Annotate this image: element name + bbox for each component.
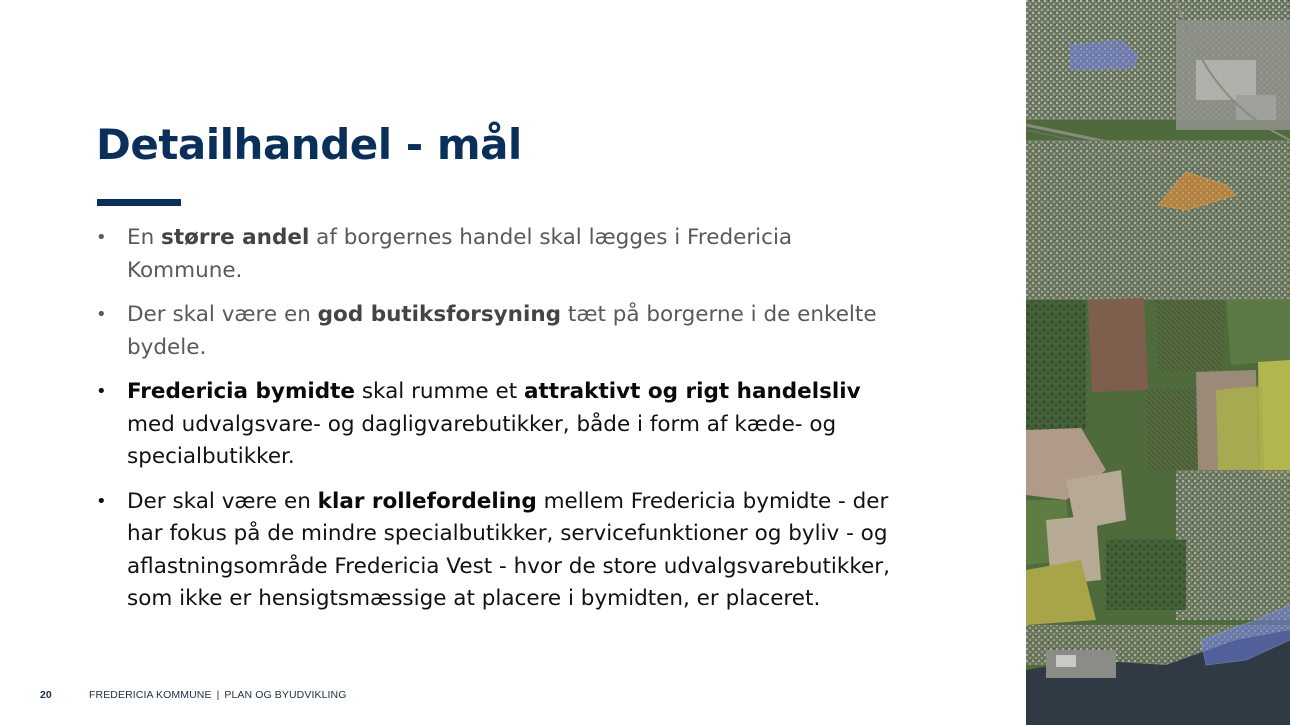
footer-org-name: FREDERICIA KOMMUNE <box>89 689 212 701</box>
bullet-text-part: skal rumme et <box>354 379 524 404</box>
bullet-text-part: tæt på borgerne i de enkelte bydele. <box>127 302 877 360</box>
slide-title: Detailhandel - mål <box>96 120 522 169</box>
footer-organization <box>89 689 347 701</box>
bullet-text <box>127 302 877 360</box>
bullet-item <box>96 222 896 287</box>
footer-separator: | <box>216 689 220 701</box>
footer-department: PLAN OG BYUDVIKLING <box>224 689 347 701</box>
bullet-text-part: Der skal være en <box>127 302 318 327</box>
bullet-text <box>127 489 890 612</box>
bullet-text <box>127 379 861 469</box>
title-underline <box>97 199 181 206</box>
bullet-text-part: Der skal være en <box>127 488 318 514</box>
bullet-dot-icon: • <box>96 227 107 248</box>
aerial-map-icon <box>1026 0 1290 725</box>
bullet-dot-icon: • <box>96 381 107 402</box>
bullet-text-emphasis: klar rollefordeling <box>317 488 537 514</box>
bullet-text-part: af borgernes handel skal lægges i Fredericia Kommune. <box>127 225 793 283</box>
page-number: 20 <box>40 689 52 701</box>
bullet-item <box>96 376 896 474</box>
bullet-dot-icon: • <box>96 490 107 512</box>
bullet-text-emphasis: god butiksforsyning <box>317 302 562 327</box>
bullet-text-part: En <box>127 225 162 250</box>
aerial-map-photo <box>1026 0 1290 725</box>
bullet-item <box>96 486 896 616</box>
bullet-text-part: med udvalgsvare- og dagligvarebutikker, både i form af kæde- og specialbutikker. <box>127 411 837 469</box>
bullet-list <box>96 222 896 628</box>
bullet-text-emphasis: Fredericia bymidte <box>127 379 355 404</box>
bullet-item <box>96 299 896 364</box>
bullet-text-part: mellem Fredericia bymidte - der har fokus på de mindre specialbutikker, servicefunktioner og byliv - og aflastningsområde Fredericia Vest - hvor de store udvalgsvarebutikker, som ikke er hensigtsmæssige at placere i bymidten, er placeret. <box>127 488 890 611</box>
bullet-text-emphasis: attraktivt og rigt handelsliv <box>523 379 861 404</box>
bullet-text <box>127 225 792 283</box>
bullet-text-emphasis: større andel <box>161 225 310 250</box>
bullet-dot-icon: • <box>96 304 107 325</box>
